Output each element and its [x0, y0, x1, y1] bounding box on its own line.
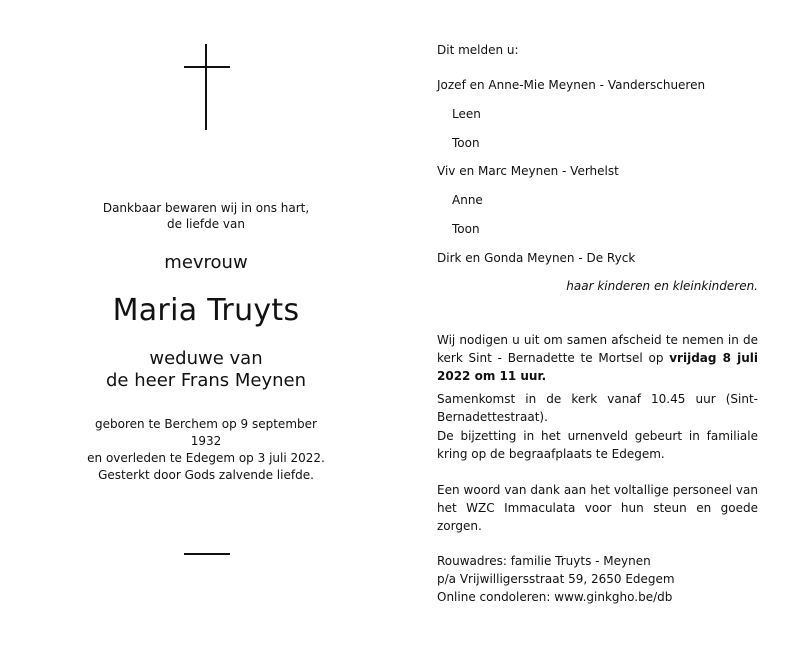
announcement-heading: Dit melden u:: [437, 43, 519, 57]
invitation-date: vrijdag 8 juli 2022 om 11 uur.: [437, 351, 758, 383]
died-line: en overleden te Edegem op 3 juli 2022.: [87, 451, 325, 465]
widow-text: [86, 348, 326, 392]
address-line-1: Rouwadres: familie Truyts - Meynen: [437, 554, 651, 568]
gathering-paragraph: Samenkomst in de kerk vanaf 10.45 uur (Sint- Bernadettestraat).: [437, 392, 758, 424]
honorific: mevrouw: [164, 252, 248, 273]
widow-line-1: weduwe van: [149, 348, 263, 369]
widow-line-2: de heer Frans Meynen: [105, 370, 307, 391]
sacrament-line: Gesterkt door Gods zalvende liefde.: [98, 468, 314, 482]
family-line-6: Toon: [452, 222, 480, 236]
family-closing: haar kinderen en kleinkinderen.: [566, 279, 758, 293]
divider-line: [184, 553, 230, 555]
intro-line-1: Dankbaar bewaren wij in ons hart,: [102, 201, 310, 215]
intro-text: [86, 200, 326, 232]
family-line-4: Viv en Marc Meynen - Verhelst: [437, 164, 619, 178]
burial-paragraph: De bijzetting in het urnenveld gebeurt in familiale kring op de begraafplaats te Edegem.: [437, 429, 758, 461]
born-line: geboren te Berchem op 9 september 1932: [95, 417, 317, 448]
online-condolence: Online condoleren: www.ginkgho.be/db: [437, 590, 673, 604]
family-line-2: Leen: [452, 107, 481, 121]
family-line-7: Dirk en Gonda Meynen - De Ryck: [437, 251, 636, 265]
life-details: [86, 416, 326, 484]
invitation-text: Wij nodigen u uit om samen afscheid te nemen in de kerk Sint - Bernadette te Mortsel op: [437, 333, 758, 365]
family-line-1: Jozef en Anne-Mie Meynen - Vanderschueren: [437, 78, 706, 92]
intro-line-2: de liefde van: [167, 217, 245, 231]
invitation-paragraph: [437, 331, 758, 385]
thanks-paragraph: Een woord van dank aan het voltallige personeel van het WZC Immaculata voor hun steun en goede zorgen.: [437, 483, 758, 533]
family-line-5: Anne: [452, 193, 483, 207]
family-line-3: Toon: [452, 136, 480, 150]
address-line-2: p/a Vrijwilligersstraat 59, 2650 Edegem: [437, 572, 675, 586]
cross-icon: [184, 44, 230, 130]
deceased-name: Maria Truyts: [112, 293, 300, 328]
